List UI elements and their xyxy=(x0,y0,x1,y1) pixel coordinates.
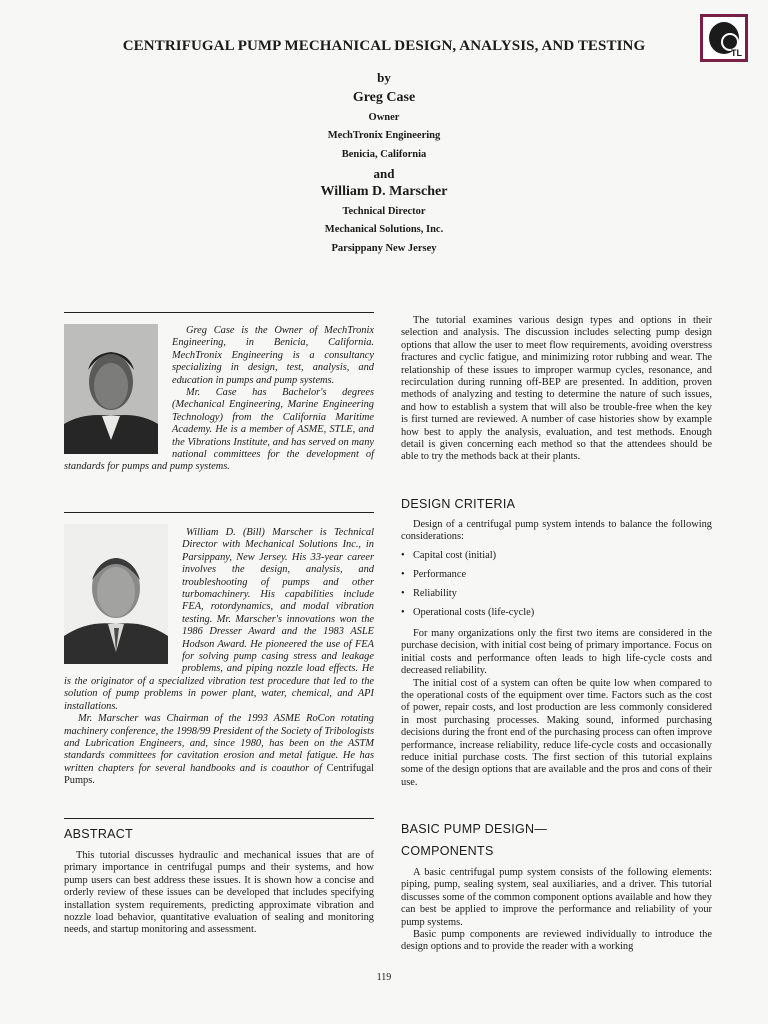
bio2-paragraph-1: William D. (Bill) Marscher is Technical Director with Mechanical Solutions Inc., in Parsippany, New Jersey. His 33-year career involves the design, analysis, and troubleshooting of pumps and other turbomachinery. His capabilities include FEA, rotordynamics, and modal vibration testing. Mr. Marscher's innovations won the 1986 Dresser Award and the 1983 ASLE Hodson Award. He pioneered the use of FEA for solving pump casing stress and leakage problems, and piping nozzle load effects. He is the originator of a specialized vibration test procedure that led to the solution of pump problems in power plant, water, chemical, and API installations. xyxy=(64,527,374,712)
design-criteria-list xyxy=(401,546,712,622)
bio2-rule xyxy=(64,512,374,513)
paper-title: CENTRIFUGAL PUMP MECHANICAL DESIGN, ANALYSIS, AND TESTING xyxy=(122,38,646,54)
bio2 xyxy=(64,527,374,788)
society-logo xyxy=(700,14,748,62)
basic-paragraph-1: A basic centrifugal pump system consists of the following elements: piping, pump, sealing system, seal auxiliaries, and a driver. This tutorial discusses some of the common component options available and how they can best be applied to improve the performance and reliability of your pump systems. xyxy=(401,867,712,928)
page-number: 119 xyxy=(376,972,392,983)
abstract-body xyxy=(64,850,374,937)
byline-and: and xyxy=(373,166,395,181)
bio1 xyxy=(64,325,374,474)
bio1-paragraph-2: Mr. Case has Bachelor's degrees (Mechanical Engineering, Marine Engineering Technology) from the California Maritime Academy. He is a member of ASME, STLE, and the Vibrations Institute, and has served on many national committees for the development of standards for pumps and pump systems. xyxy=(64,387,374,473)
book-title: Centrifugal Pumps. xyxy=(64,762,374,787)
author2-name: William D. Marscher xyxy=(320,184,448,199)
intro-body xyxy=(401,315,712,464)
abstract-rule xyxy=(64,818,374,819)
author1-role: Owner xyxy=(368,112,400,123)
author1-name: Greg Case xyxy=(352,90,416,105)
design-paragraph-3: The initial cost of a system can often be quite low when compared to the operational costs of the equipment over time. Factors such as the cost of power, repair costs, and lost production are less commonly considered in most purchasing processes. Making sound, informed purchasing decisions during the front end of the purchasing process can often improve performance, increase reliability, reduce life-cycle costs and occasionally reduce initial purchase costs. The first section of this tutorial explains some of the design options that are available and the pros and cons of their use. xyxy=(401,677,712,788)
intro-paragraph: The tutorial examines various design types and options in their selection and analysis. The discussion includes selecting pump design options that allow the user to meet flow requirements, avoiding overstress fractures and cyclic fatigue, and minimizing rotor rubbing and wear. The relationship of these issues to improper warmup cycles, resonance, and recirculation during running off-BEP are presented. In addition, proven methods of analyzing and testing to determine the nature of such issues, and how to establish a system that will also be trouble-free when the key is first turned are reviewed. A number of case histories show by example how best to apply the analysis, evaluation, and test methods. Enough detail is given concerning each method so that the attendees should be able to try the methods back at their plants. xyxy=(401,315,712,463)
basic-design-heading-line1: BASIC PUMP DESIGN— xyxy=(401,822,548,836)
author2-org: Mechanical Solutions, Inc. xyxy=(324,224,444,235)
list-item: • Capital cost (initial) xyxy=(401,546,712,565)
basic-design-body xyxy=(401,867,712,954)
basic-design-heading-line2: COMPONENTS xyxy=(401,844,494,858)
design-criteria-intro xyxy=(401,519,712,544)
design-paragraph-2: For many organizations only the first two items are considered in the purchase decision, with initial cost being of primary importance. Focus on initial costs and performance often leads to high life-cycle costs and decreased reliability. xyxy=(401,628,712,677)
abstract-paragraph: This tutorial discusses hydraulic and mechanical issues that are of primary importance in centrifugal pumps and their systems, and how pump users can best address these issues. It is shown how a concise and orderly review of these issues can be developed that includes specifying installation system requirements, predicting approximate vibration and nozzle load behavior, quantitative evaluation of sealing and monitoring needs, and startup monitoring and assessment. xyxy=(64,850,374,936)
basic-paragraph-2: Basic pump components are reviewed individually to introduce the design options and to provide the reader with a working xyxy=(401,929,712,953)
list-item: • Reliability xyxy=(401,584,712,603)
author2-role: Technical Director xyxy=(342,206,426,217)
abstract-heading: ABSTRACT xyxy=(64,827,134,841)
bio2-paragraph-2: Mr. Marscher was Chairman of the 1993 ASME RoCon rotating machinery conference, the 1998/99 President of the Society of Tribologists and Lubrication Engineers, and, since 1980, has been on the ASTM standards committees for cavitation erosion and metal fatigue. He has written chapters for several handbooks and is coauthor of Centrifugal Pumps. xyxy=(64,713,374,787)
byline-by: by xyxy=(377,70,391,85)
author2-location: Parsippany New Jersey xyxy=(331,243,437,254)
bio1-paragraph-1: Greg Case is the Owner of MechTronix Engineering, in Benicia, California. MechTronix Engineering is a consultancy specializing in design, test, analysis, and education in pumps and pump systems. xyxy=(172,325,374,386)
design-paragraph-1: Design of a centrifugal pump system intends to balance the following considerations: xyxy=(401,519,712,543)
design-criteria-heading: DESIGN CRITERIA xyxy=(401,497,516,511)
design-criteria-body xyxy=(401,628,712,789)
logo-mark: TL xyxy=(731,48,742,58)
list-item: • Operational costs (life-cycle) xyxy=(401,603,712,622)
list-item: • Performance xyxy=(401,565,712,584)
bio1-rule xyxy=(64,312,374,313)
author1-org: MechTronix Engineering xyxy=(327,130,441,141)
author1-location: Benicia, California xyxy=(341,149,427,160)
